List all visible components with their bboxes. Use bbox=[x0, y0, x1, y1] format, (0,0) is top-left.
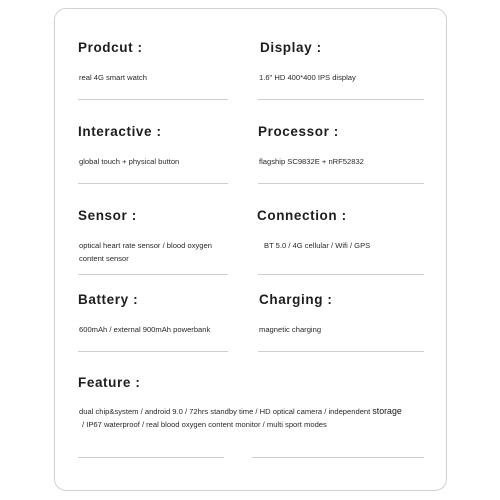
spec-charging-value: magnetic charging bbox=[259, 325, 322, 334]
spec-feature-divider-left bbox=[78, 457, 224, 458]
spec-processor-title: Processor : bbox=[258, 124, 339, 139]
spec-product-title: Prodcut : bbox=[78, 40, 143, 55]
spec-feature-value-line2: / IP67 waterproof / real blood oxygen content monitor / multi sport modes bbox=[82, 420, 327, 429]
spec-battery-value: 600mAh / external 900mAh powerbank bbox=[79, 325, 211, 334]
spec-display-divider bbox=[258, 99, 424, 100]
spec-sensor-value-line2: content sensor bbox=[79, 254, 129, 263]
spec-feature-divider-right bbox=[252, 457, 424, 458]
spec-display-value: 1.6" HD 400*400 IPS display bbox=[259, 73, 356, 82]
spec-feature-line1-text: dual chip&system / android 9.0 / 72hrs standby time / HD optical camera / independent bbox=[79, 407, 371, 416]
spec-interactive-title: Interactive : bbox=[78, 124, 162, 139]
spec-display-title: Display : bbox=[260, 40, 322, 55]
spec-charging-divider bbox=[258, 351, 424, 352]
spec-sensor-divider bbox=[78, 274, 228, 275]
spec-processor-value: flagship SC9832E + nRF52832 bbox=[259, 157, 364, 166]
spec-feature-value bbox=[79, 405, 441, 431]
spec-sensor-title: Sensor : bbox=[78, 208, 137, 223]
spec-connection-divider bbox=[258, 274, 424, 275]
spec-processor-divider bbox=[258, 183, 424, 184]
spec-battery-title: Battery : bbox=[78, 292, 139, 307]
spec-interactive-value: global touch + physical button bbox=[79, 157, 180, 166]
spec-interactive-divider bbox=[78, 183, 228, 184]
spec-product-divider bbox=[78, 99, 228, 100]
spec-product-value: real 4G smart watch bbox=[79, 73, 147, 82]
spec-sensor-value-line1: optical heart rate sensor / blood oxygen bbox=[79, 241, 212, 250]
spec-feature-title: Feature : bbox=[78, 375, 141, 390]
spec-connection-value: BT 5.0 / 4G cellular / Wifi / GPS bbox=[264, 241, 371, 250]
spec-connection-title: Connection : bbox=[257, 208, 347, 223]
spec-battery-divider bbox=[78, 351, 228, 352]
spec-feature-value-line1 bbox=[79, 405, 441, 418]
spec-charging-title: Charging : bbox=[259, 292, 333, 307]
spec-feature-storage-text: storage bbox=[372, 406, 402, 416]
